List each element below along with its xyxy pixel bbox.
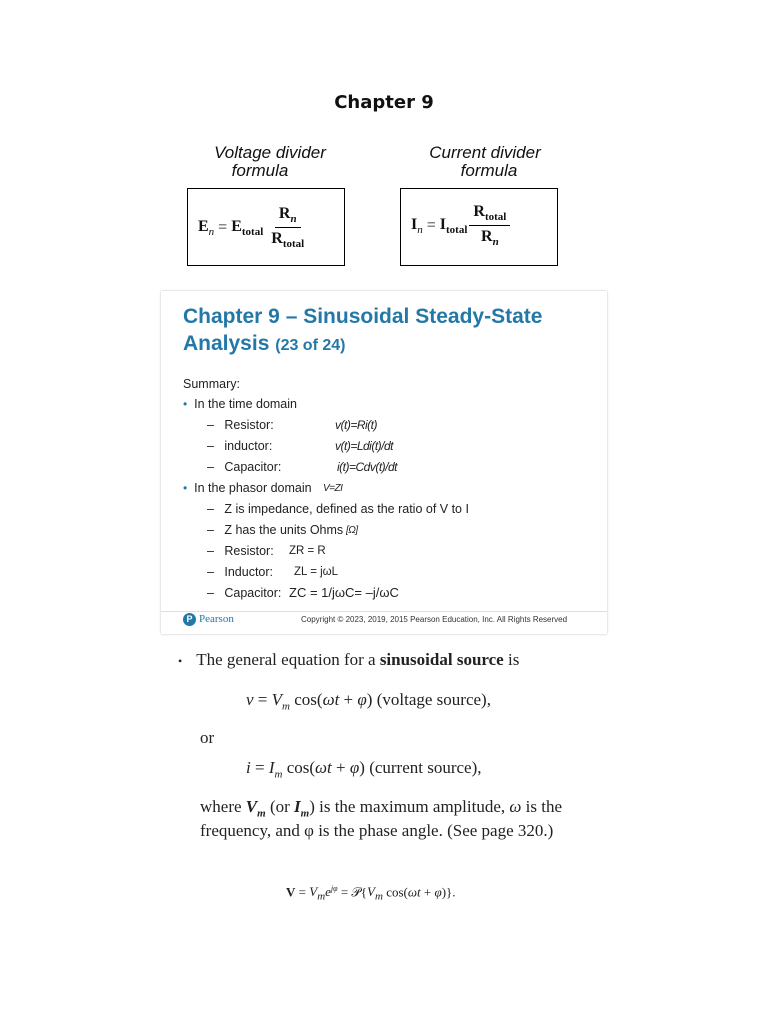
slide-copyright: Copyright © 2023, 2019, 2015 Pearson Education, Inc. All Rights Reserved [301,615,568,624]
current-divider-formula [400,188,558,266]
voltage-divider-caption-line2: formula [231,161,289,180]
voltage-divider-formula [187,188,345,266]
book-paragraph [200,797,600,841]
cd-fraction: $\frac{R_{total}}{R_n}$ [469,203,510,248]
phasor-formula-inductor: ZL = jωL [294,566,339,578]
slide-title: Chapter 9 – Sinusoidal Steady-State Analysis (23 of 24) [183,305,543,355]
vd-equals: = [218,218,228,236]
phasor-formula: V=ZI [323,483,343,494]
current-divider-caption [405,144,565,180]
slide-bullet-phasor-domain: • In the phasor domain [183,481,312,495]
vd-fraction: $\frac{R_n}{R_{total}}$ [271,205,305,251]
phasor-formula-resistor: ZR = R [289,545,326,557]
time-item-capacitor: – Capacitor: [207,460,282,474]
eq1-label: (voltage source), [376,690,491,709]
pearson-wordmark: Pearson [199,613,234,625]
phasor-formula-units: [Ω] [346,525,358,536]
book-paragraph-line1: where $V_m$ (or $I_m$) is the maximum amplitude, ω is the [200,797,563,820]
slide-summary: Summary: [183,377,240,391]
book-bullet: • [178,654,183,668]
phasor-item-units: – Z has the units Ohms [207,523,344,537]
cd-lhs: $I_n$ [411,215,423,236]
voltage-divider-caption [190,144,350,180]
phasor-item-inductor: – Inductor: [207,565,274,579]
vd-lhs: $E_n$ [198,217,215,238]
book-or: or [200,728,215,747]
cd-equals: = [426,216,436,234]
book-phasor-equation: $V = V_me^{j\varphi}$ = $𝒫\{V_m$ cos(ωt + φ)}. [286,884,456,903]
pearson-logo-icon: P [183,613,196,626]
book-equation-voltage: $v = V_m$ cos(ωt + φ) (voltage source), [246,690,491,713]
lecture-slide [161,291,607,634]
book-intro-line: • The general equation for a sinusoidal source is [178,650,520,669]
phasor-item-resistor: – Resistor: [207,544,274,558]
time-formula-capacitor: i(t)=Cdv(t)/dt [337,460,398,474]
time-formula-resistor: v(t)=Ri(t) [335,418,377,432]
current-divider-caption-line1: Current divider [429,143,541,162]
time-item-resistor: – Resistor: [207,418,274,432]
slide-title-count: (23 of 24) [275,337,346,354]
time-item-inductor: – inductor: [207,439,273,453]
slide-footer-divider [161,611,607,612]
phasor-formula-capacitor: ZC = 1/jωC= –j/ωC [289,585,399,600]
chapter-heading: Chapter 9 [334,92,434,113]
vd-coef: $E_{total}$ [231,217,264,238]
book-equation-current: $i = I_m$ cos(ωt + φ) (current source), [246,758,482,781]
book-paragraph-line2: frequency, and φ is the phase angle. (See page 320.) [200,821,554,841]
time-formula-inductor: v(t)=Ldi(t)/dt [335,439,394,453]
phasor-item-impedance: – Z is impedance, defined as the ratio of V to I [207,502,469,516]
cd-coef: $I_{total}$ [439,215,468,236]
phasor-item-capacitor: – Capacitor: [207,586,282,600]
voltage-divider-caption-line1: Voltage divider [214,143,326,162]
slide-bullet-time-domain: • In the time domain [183,397,297,411]
current-divider-caption-line2: formula [460,161,518,180]
eq2-label: (current source), [369,758,482,777]
